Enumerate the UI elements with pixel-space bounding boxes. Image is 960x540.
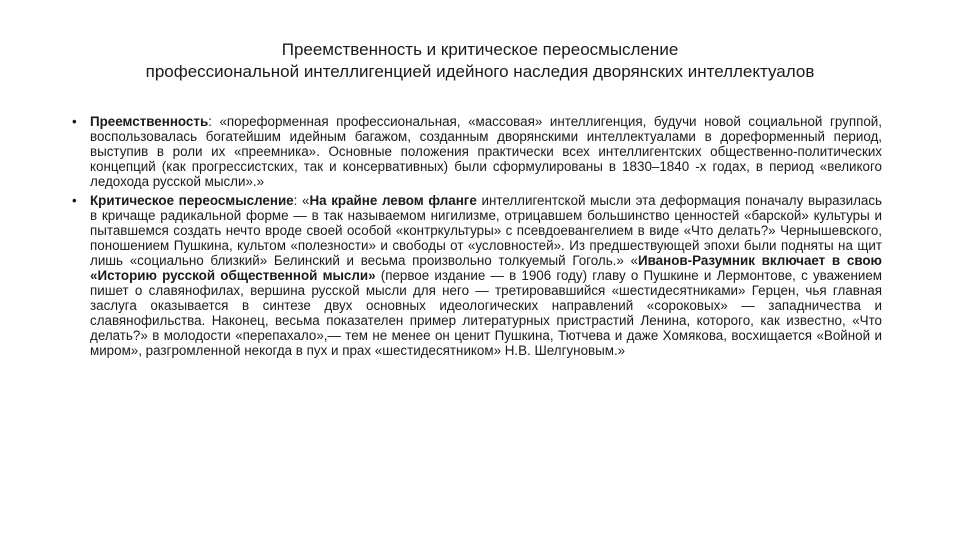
bullet-text-part-b: интеллигентской мысли эта деформация поначалу выразилась в кричаще радикальной форме — в так называемом нигилизме, отрицавшем большинство ценностей «барской» культуры и пытавшемся создать нечто вроде своей особой «контркультуры» с псевдоевангелием в виде «Что делать?» Чернышевского, поношением Пушкина, культом «полезности» и свободы от «условностей». Из предшествующей эпохи были подняты на щит лишь «социально близкий» Белинский и весьма произвольно толкуемый Гоголь.» « <box>90 193 882 268</box>
bullet-critical-rethinking <box>72 193 882 358</box>
slide-body <box>72 114 882 362</box>
bullet-text-continuity: : «пореформенная профессиональная, «массовая» интеллигенция, будучи новой социальной группой, воспользовалась богатейшим идейным багажом, созданным дворянскими интеллектуалами в дореформенный период, выступив в роли их «преемника». Основные положения практически всех интеллигентских общественно-политических концепций (как прогрессистских, так и консервативных) были сформулированы в 1830–1840 -х годах, в период «великого ледохода русской мысли».» <box>90 114 882 189</box>
bullet-marker: • <box>72 114 77 129</box>
bullet-text-part-a: : « <box>293 193 310 208</box>
bullet-text-part-c: (первое издание — в 1906 году) главу о Пушкине и Лермонтове, с уважением пишет о славянофилах, вершина русской мысли для него — третировавшийся «шестидесятниками» Герцен, чья главная заслуга оказывается в синтезе двух основных идеологических направлений «сороковых» — западничества и славянофильства. Наконец, весьма показателен пример литературных пристрастий Ленина, которого, как известно, «Что делать?» в молодости «перепахало»,— тем не менее он ценит Пушкина, Тютчева и даже Хомякова, восхищается «Войной и миром», разгромленной некогда в пух и прах «шестидесятником» Н.В. Шелгуновым.» <box>90 268 882 358</box>
bullet-marker: • <box>72 193 77 208</box>
slide-title-line-1: Преемственность и критическое переосмысление <box>281 40 679 59</box>
bullet-bold-ivanov-razumnik: Иванов-Разумник включает в свою «Историю русской общественной мысли» <box>90 253 882 283</box>
slide-title-line-2: профессиональной интеллигенцией идейного наследия дворянских интеллектуалов <box>145 62 815 81</box>
bullet-term-critical: Критическое переосмысление <box>90 193 294 208</box>
bullet-continuity <box>72 114 882 189</box>
bullet-term-continuity: Преемственность <box>90 114 209 129</box>
slide-title <box>100 39 860 83</box>
bullet-bold-left-flank: На крайне левом фланге <box>309 193 477 208</box>
